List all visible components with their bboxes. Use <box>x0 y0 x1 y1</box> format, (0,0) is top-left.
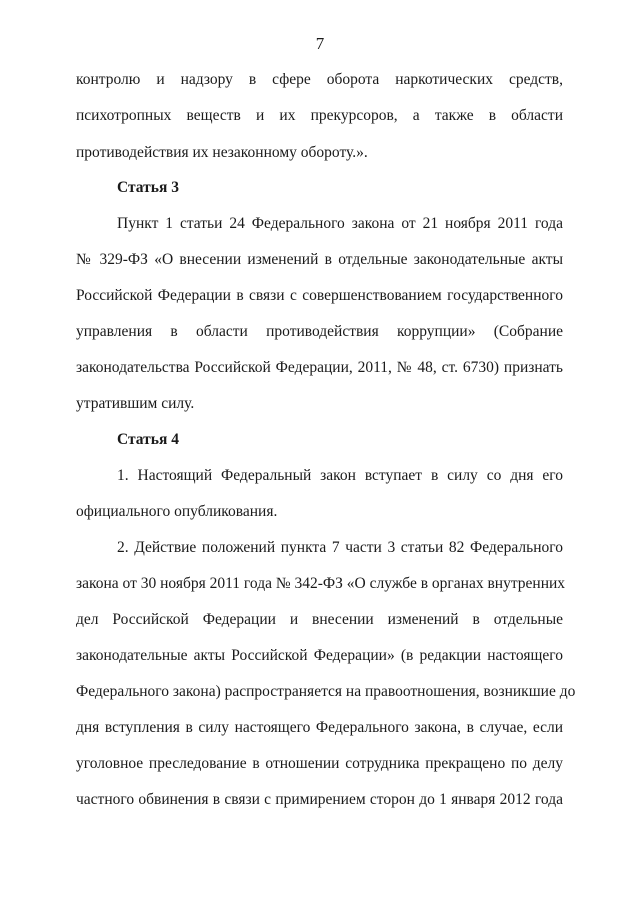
article-3-heading: Статья 3 <box>117 179 179 196</box>
text-line: частного обвинения в связи с примирением сторон до 1 января 2012 года <box>76 791 563 808</box>
text-line: Российской Федерации в связи с совершенствованием государственного <box>76 287 563 304</box>
text-line: законодательные акты Российской Федерации» (в редакции настоящего <box>76 647 563 664</box>
text-line: закона от 30 ноября 2011 года № 342-ФЗ «О службе в органах внутренних <box>76 575 566 592</box>
text-line: уголовное преследование в отношении сотрудника прекращено по делу <box>76 755 563 772</box>
text-line: утратившим силу. <box>76 395 195 412</box>
text-line: 1. Настоящий Федеральный закон вступает в силу со дня его <box>117 467 563 484</box>
text-line: управления в области противодействия коррупции» (Собрание <box>76 323 563 340</box>
text-line: законодательства Российской Федерации, 2011, № 48, ст. 6730) признать <box>76 359 563 376</box>
text-line: дел Российской Федерации и внесении изменений в отдельные <box>76 611 563 628</box>
text-line: Пункт 1 статьи 24 Федерального закона от 21 ноября 2011 года <box>117 215 563 232</box>
page-number: 7 <box>315 34 325 53</box>
text-line: 2. Действие положений пункта 7 части 3 статьи 82 Федерального <box>117 539 563 556</box>
text-line: психотропных веществ и их прекурсоров, а также в области <box>76 107 563 124</box>
text-line: контролю и надзору в сфере оборота наркотических средств, <box>76 71 563 88</box>
text-line: Федерального закона) распространяется на правоотношения, возникшие до <box>76 683 576 700</box>
text-line: официального опубликования. <box>76 503 278 520</box>
article-4-heading: Статья 4 <box>117 431 179 448</box>
text-line: противодействия их незаконному обороту.». <box>76 144 368 161</box>
text-line: № 329-ФЗ «О внесении изменений в отдельные законодательные акты <box>76 251 563 268</box>
text-line: дня вступления в силу настоящего Федерального закона, в случае, если <box>76 719 563 736</box>
